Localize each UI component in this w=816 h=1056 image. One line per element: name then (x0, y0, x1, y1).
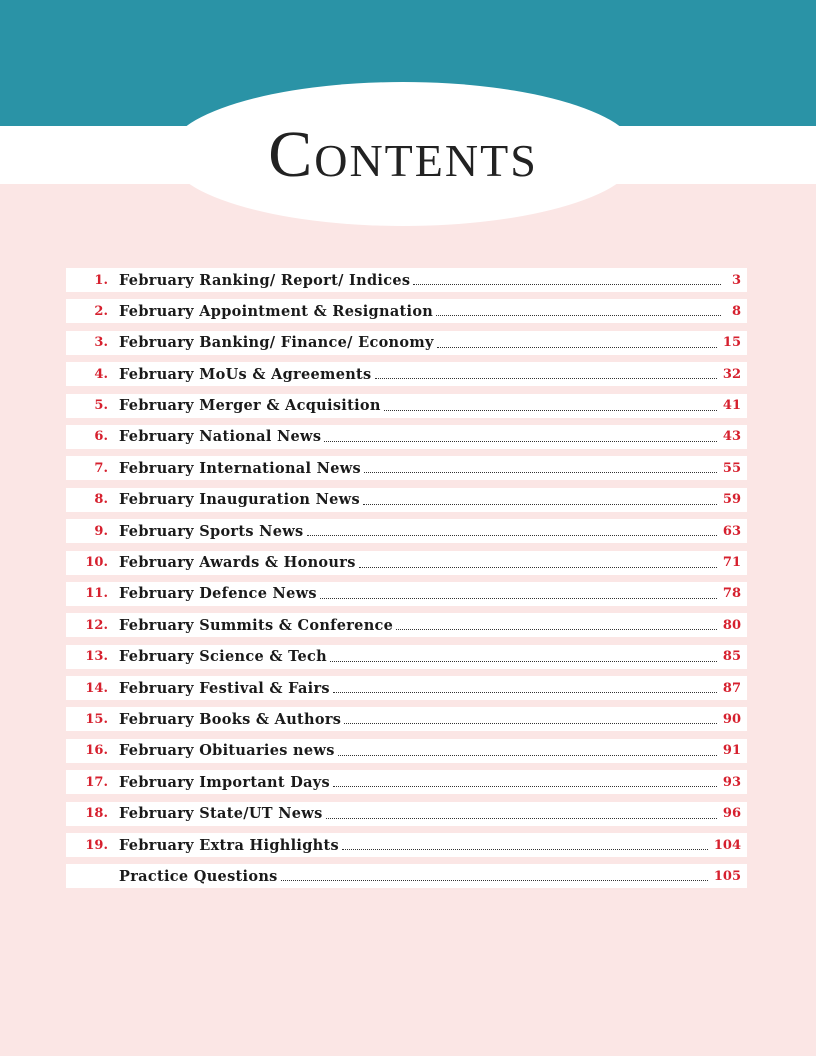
toc-entry-title[interactable]: February State/UT News (119, 805, 323, 823)
toc-entry[interactable] (66, 268, 747, 292)
toc-entry[interactable] (66, 519, 747, 543)
toc-entry-number: 12. (85, 617, 108, 633)
toc-entry-page[interactable]: 43 (722, 429, 741, 445)
toc-entry-number: 14. (85, 680, 108, 696)
toc-entry[interactable] (66, 770, 747, 794)
toc-entry-number: 7. (94, 460, 108, 476)
toc-entry-title[interactable]: February Appointment & Resignation (119, 302, 434, 320)
dot-leader (384, 409, 717, 411)
toc-entry[interactable] (66, 551, 747, 575)
toc-entry[interactable] (66, 488, 747, 512)
page-title: Contents (268, 118, 538, 191)
toc-entry-page[interactable]: 63 (722, 523, 741, 539)
toc-entry-number: 2. (94, 303, 108, 319)
toc-entry-page[interactable]: 90 (722, 711, 741, 727)
dot-leader (324, 440, 717, 442)
toc-entry[interactable] (66, 299, 747, 323)
toc-entry-number: 19. (85, 837, 108, 853)
toc-entry-page[interactable]: 8 (731, 303, 741, 319)
toc-entry[interactable] (66, 582, 747, 606)
toc-entry-number: 5. (94, 398, 108, 414)
toc-entry-page[interactable]: 80 (722, 617, 741, 633)
toc-entry-title[interactable]: February Awards & Honours (119, 554, 356, 572)
toc-entry-page[interactable]: 93 (722, 774, 741, 790)
toc-entry-number: 16. (85, 743, 108, 759)
toc-entry[interactable] (66, 833, 747, 857)
dot-leader (375, 377, 717, 379)
toc-entry-title[interactable]: February Science & Tech (119, 648, 327, 666)
toc-entry-title[interactable]: February Merger & Acquisition (119, 397, 381, 415)
dot-leader (363, 503, 717, 505)
toc-entry[interactable] (66, 613, 747, 637)
toc-entry-title[interactable]: February Books & Authors (119, 710, 342, 728)
dot-leader (307, 534, 717, 536)
dot-leader (333, 785, 717, 787)
toc-entry-page[interactable]: 55 (722, 460, 741, 476)
dot-leader (338, 754, 717, 756)
toc-entry[interactable] (66, 331, 747, 355)
dot-leader (333, 691, 717, 693)
toc-entry-number: 4. (94, 366, 108, 382)
toc-entry-number: 10. (85, 555, 108, 571)
toc-entry-page[interactable]: 87 (722, 680, 741, 696)
toc-entry-number: 1. (94, 272, 108, 288)
toc-entry-number: 8. (94, 492, 108, 508)
dot-leader (344, 722, 717, 724)
toc-entry-number: 13. (85, 649, 108, 665)
toc-entry-title[interactable]: February Inauguration News (119, 491, 360, 509)
toc-entry-title[interactable]: February Important Days (119, 773, 330, 791)
toc-entry-title[interactable]: February Summits & Conference (119, 616, 394, 634)
toc-entry-page[interactable]: 71 (722, 555, 741, 571)
toc-entry-title[interactable]: Practice Questions (119, 867, 278, 885)
dot-leader (436, 314, 721, 316)
dot-leader (364, 471, 717, 473)
toc-entry-number: 17. (85, 774, 108, 790)
toc-entry-title[interactable]: February Extra Highlights (119, 836, 339, 854)
dot-leader (320, 597, 717, 599)
toc-entry-page[interactable]: 85 (722, 649, 741, 665)
toc-entry-title[interactable]: February Banking/ Finance/ Economy (119, 334, 434, 352)
toc-entry-page[interactable]: 91 (722, 743, 741, 759)
toc-entry-page[interactable]: 78 (722, 586, 741, 602)
dot-leader (326, 817, 717, 819)
dot-leader (437, 346, 717, 348)
dot-leader (330, 660, 717, 662)
dot-leader (359, 566, 717, 568)
toc-entry-title[interactable]: February MoUs & Agreements (119, 365, 372, 383)
toc-entry[interactable] (66, 676, 747, 700)
table-of-contents (66, 268, 747, 896)
toc-entry-title[interactable]: February Ranking/ Report/ Indices (119, 271, 411, 289)
toc-entry[interactable] (66, 425, 747, 449)
toc-entry-title[interactable]: February Obituaries news (119, 742, 335, 760)
toc-entry-page[interactable]: 32 (722, 366, 741, 382)
toc-entry[interactable] (66, 645, 747, 669)
dot-leader (413, 283, 721, 285)
toc-entry-number: 6. (94, 429, 108, 445)
toc-entry-title[interactable]: February Festival & Fairs (119, 679, 330, 697)
toc-entry-number: 11. (85, 586, 108, 602)
toc-entry-number: 3. (94, 335, 108, 351)
dot-leader (342, 848, 708, 850)
toc-entry-title[interactable]: February International News (119, 459, 361, 477)
toc-entry-number: 15. (85, 711, 108, 727)
toc-entry[interactable] (66, 456, 747, 480)
toc-entry-title[interactable]: February National News (119, 428, 322, 446)
dot-leader (281, 879, 708, 881)
toc-entry-page[interactable]: 105 (713, 868, 741, 884)
toc-entry-number: 9. (94, 523, 108, 539)
toc-entry[interactable] (66, 739, 747, 763)
toc-entry[interactable] (66, 707, 747, 731)
toc-entry-page[interactable]: 15 (722, 335, 741, 351)
toc-entry[interactable] (66, 362, 747, 386)
toc-entry-page[interactable]: 96 (722, 806, 741, 822)
toc-entry-page[interactable]: 3 (731, 272, 741, 288)
toc-entry[interactable] (66, 394, 747, 418)
toc-entry-page[interactable]: 41 (722, 398, 741, 414)
toc-entry-title[interactable]: February Defence News (119, 585, 317, 603)
toc-entry-page[interactable]: 104 (713, 837, 741, 853)
dot-leader (396, 628, 717, 630)
toc-entry-title[interactable]: February Sports News (119, 522, 304, 540)
toc-entry-page[interactable]: 59 (722, 492, 741, 508)
toc-entry-number: 18. (85, 806, 108, 822)
toc-entry[interactable] (66, 864, 747, 888)
toc-entry[interactable] (66, 802, 747, 826)
